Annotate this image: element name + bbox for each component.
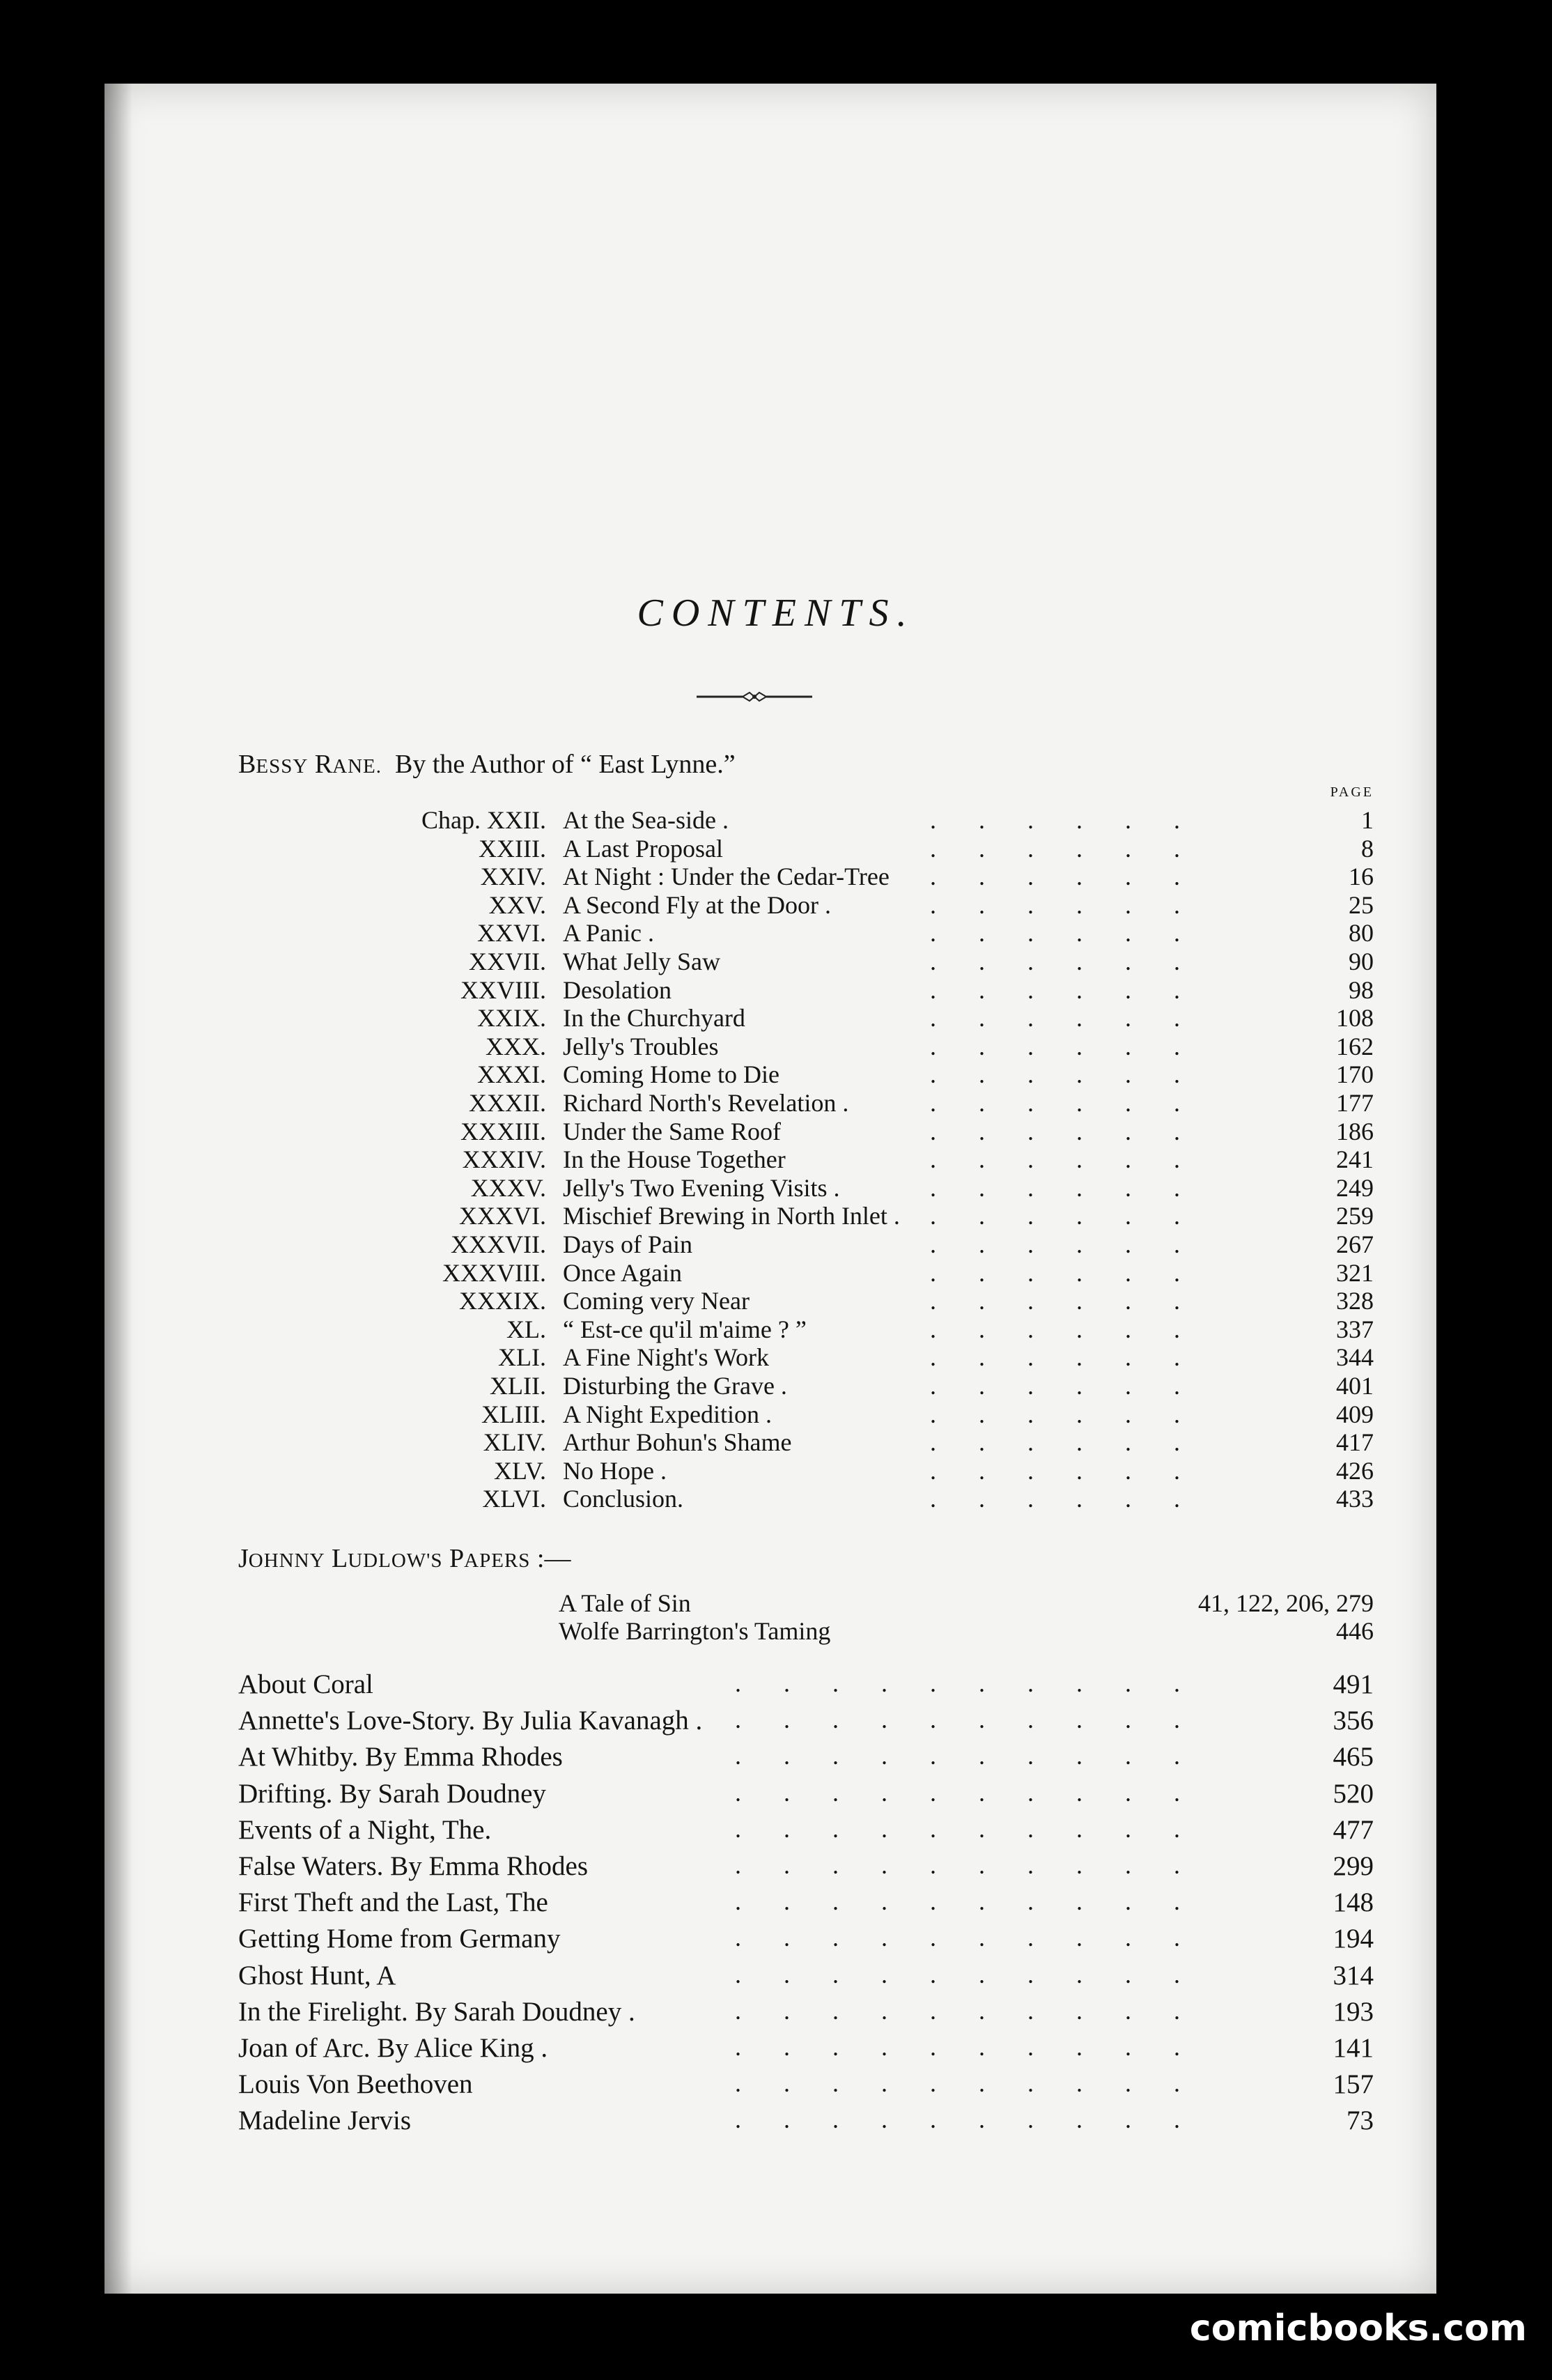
contents-entry-title: First Theft and the Last, The bbox=[238, 1887, 548, 1917]
chapter-title: In the House Together bbox=[563, 1145, 786, 1173]
chapter-title: Coming very Near bbox=[563, 1287, 750, 1315]
dot-leader: . . . . . . bbox=[930, 1174, 1198, 1202]
chapter-page-number: 25 bbox=[1349, 891, 1374, 919]
chapter-number: XXXII. bbox=[469, 1089, 546, 1117]
dot-leader: . . . . . . . . . . bbox=[735, 1742, 1198, 1770]
watermark: comicbooks.com bbox=[1189, 2308, 1527, 2349]
chapter-number: XLIV. bbox=[483, 1428, 546, 1456]
chapter-number: XXXIII. bbox=[460, 1118, 546, 1145]
chapter-page-number: 328 bbox=[1336, 1287, 1374, 1315]
chapter-title: Conclusion. bbox=[563, 1485, 684, 1513]
chapter-number: XXXVIII. bbox=[442, 1259, 546, 1287]
chapter-page-number: 1 bbox=[1361, 806, 1374, 834]
chapter-number: XXIX. bbox=[477, 1004, 546, 1032]
chapter-title: At Night : Under the Cedar-Tree bbox=[563, 863, 890, 890]
chapter-page-number: 259 bbox=[1336, 1202, 1374, 1230]
chapter-number: XXVI. bbox=[477, 919, 546, 947]
dot-leader: . . . . . . bbox=[930, 1485, 1198, 1513]
chapter-title: Jelly's Troubles bbox=[563, 1033, 719, 1060]
contents-entry-title: Ghost Hunt, A bbox=[238, 1961, 396, 1991]
contents-entry-page: 465 bbox=[1333, 1742, 1374, 1772]
dot-leader: . . . . . . bbox=[930, 1089, 1198, 1117]
chapter-title: A Last Proposal bbox=[563, 835, 723, 863]
contents-entry-page: 314 bbox=[1333, 1961, 1374, 1991]
contents-entry-title: Joan of Arc. By Alice King . bbox=[238, 2033, 548, 2063]
chapter-page-number: 90 bbox=[1349, 948, 1374, 975]
chapter-number: XLI. bbox=[498, 1343, 546, 1371]
chapter-number: XXXV. bbox=[470, 1174, 546, 1202]
page-title: CONTENTS. bbox=[637, 592, 915, 635]
ornamental-rule-icon bbox=[697, 690, 812, 704]
chapter-title: Disturbing the Grave . bbox=[563, 1372, 787, 1400]
chapter-page-number: 80 bbox=[1349, 919, 1374, 947]
chapter-number: XXIV. bbox=[480, 863, 546, 890]
dot-leader: . . . . . . . . . . bbox=[735, 1887, 1198, 1915]
chapter-title: A Panic . bbox=[563, 919, 654, 947]
dot-leader: . . . . . . bbox=[930, 1202, 1198, 1230]
chapter-title: Arthur Bohun's Shame bbox=[563, 1428, 792, 1456]
contents-entry-title: Annette's Love-Story. By Julia Kavanagh . bbox=[238, 1706, 703, 1736]
dot-leader: . . . . . . bbox=[930, 835, 1198, 863]
chapter-number: XXXIX. bbox=[459, 1287, 546, 1315]
chapter-page-number: 162 bbox=[1336, 1033, 1374, 1060]
chapter-page-number: 426 bbox=[1336, 1457, 1374, 1485]
contents-entry-title: In the Firelight. By Sarah Doudney . bbox=[238, 1997, 635, 2027]
contents-entry-title: Drifting. By Sarah Doudney bbox=[238, 1779, 546, 1809]
dot-leader: . . . . . . . . . . bbox=[735, 1706, 1198, 1733]
dot-leader: . . . . . . bbox=[930, 1315, 1198, 1343]
dot-leader: . . . . . . bbox=[930, 1259, 1198, 1287]
ludlow-item-title: A Tale of Sin bbox=[559, 1589, 691, 1617]
dot-leader: . . . . . . . . . . bbox=[735, 2069, 1198, 2097]
ludlow-item-page: 41, 122, 206, 279 bbox=[1198, 1589, 1374, 1617]
dot-leader: . . . . . . bbox=[930, 919, 1198, 947]
contents-entry-page: 356 bbox=[1333, 1706, 1374, 1736]
chapter-number: Chap. XXII. bbox=[421, 806, 546, 834]
chapter-title: What Jelly Saw bbox=[563, 948, 720, 975]
dot-leader: . . . . . . bbox=[930, 1428, 1198, 1456]
dot-leader: . . . . . . bbox=[930, 891, 1198, 919]
chapter-title: At the Sea-side . bbox=[563, 806, 729, 834]
dot-leader: . . . . . . bbox=[930, 976, 1198, 1004]
chapter-title: Coming Home to Die bbox=[563, 1060, 779, 1088]
contents-entry-title: Getting Home from Germany bbox=[238, 1924, 561, 1954]
chapter-page-number: 401 bbox=[1336, 1372, 1374, 1400]
dot-leader: . . . . . . . . . . bbox=[735, 1779, 1198, 1807]
chapter-title: Under the Same Roof bbox=[563, 1118, 781, 1145]
contents-entry-page: 193 bbox=[1333, 1997, 1374, 2027]
chapter-title: In the Churchyard bbox=[563, 1004, 745, 1032]
chapter-page-number: 337 bbox=[1336, 1315, 1374, 1343]
chapter-page-number: 433 bbox=[1336, 1485, 1374, 1513]
chapter-number: XXXVI. bbox=[459, 1202, 546, 1230]
chapter-number: XXX. bbox=[486, 1033, 546, 1060]
dot-leader: . . . . . . . . . . bbox=[735, 1669, 1198, 1697]
contents-entry-title: At Whitby. By Emma Rhodes bbox=[238, 1742, 563, 1772]
dot-leader: . . . . . . bbox=[930, 1372, 1198, 1400]
chapter-page-number: 267 bbox=[1336, 1230, 1374, 1258]
chapter-title: A Fine Night's Work bbox=[563, 1343, 769, 1371]
chapter-title: Mischief Brewing in North Inlet . bbox=[563, 1202, 900, 1230]
dot-leader: . . . . . . . . . . bbox=[735, 1851, 1198, 1879]
chapter-title: Jelly's Two Evening Visits . bbox=[563, 1174, 840, 1202]
chapter-title: Once Again bbox=[563, 1259, 682, 1287]
contents-entry-title: False Waters. By Emma Rhodes bbox=[238, 1851, 588, 1881]
dot-leader: . . . . . . bbox=[930, 1343, 1198, 1371]
chapter-page-number: 186 bbox=[1336, 1118, 1374, 1145]
chapter-number: XXXI. bbox=[477, 1060, 546, 1088]
chapter-title: Days of Pain bbox=[563, 1230, 692, 1258]
dot-leader: . . . . . . bbox=[930, 1060, 1198, 1088]
chapter-page-number: 344 bbox=[1336, 1343, 1374, 1371]
chapter-number: XL. bbox=[506, 1315, 546, 1343]
chapter-page-number: 108 bbox=[1336, 1004, 1374, 1032]
chapter-number: XXXVII. bbox=[451, 1230, 546, 1258]
dot-leader: . . . . . . bbox=[930, 948, 1198, 975]
chapter-title: A Night Expedition . bbox=[563, 1400, 772, 1428]
page-column-label: PAGE bbox=[1330, 785, 1374, 800]
chapter-number: XLIII. bbox=[481, 1400, 546, 1428]
chapter-page-number: 321 bbox=[1336, 1259, 1374, 1287]
contents-entry-page: 299 bbox=[1333, 1851, 1374, 1881]
chapter-number: XLVI. bbox=[482, 1485, 546, 1513]
chapter-page-number: 409 bbox=[1336, 1400, 1374, 1428]
johnny-ludlow-heading: JOHNNY LUDLOW'S PAPERS :— bbox=[238, 1544, 571, 1573]
chapter-number: XXXIV. bbox=[462, 1145, 546, 1173]
dot-leader: . . . . . . . . . . bbox=[735, 2105, 1198, 2133]
chapter-title: Desolation bbox=[563, 976, 672, 1004]
dot-leader: . . . . . . bbox=[930, 1400, 1198, 1428]
dot-leader: . . . . . . . . . . bbox=[735, 2033, 1198, 2061]
contents-entry-title: About Coral bbox=[238, 1669, 373, 1699]
contents-entry-title: Louis Von Beethoven bbox=[238, 2069, 473, 2099]
ludlow-item-title: Wolfe Barrington's Taming bbox=[559, 1617, 831, 1645]
chapter-number: XXV. bbox=[488, 891, 546, 919]
contents-entry-title: Madeline Jervis bbox=[238, 2105, 412, 2135]
dot-leader: . . . . . . bbox=[930, 1118, 1198, 1145]
contents-entry-page: 73 bbox=[1347, 2105, 1374, 2135]
bessy-rane-heading: BESSY RANE. By the Author of “ East Lynne.” bbox=[238, 750, 736, 779]
dot-leader: . . . . . . . . . . bbox=[735, 1924, 1198, 1952]
dot-leader: . . . . . . bbox=[930, 863, 1198, 890]
contents-entry-page: 148 bbox=[1333, 1887, 1374, 1917]
ludlow-item-page: 446 bbox=[1336, 1617, 1374, 1645]
chapter-page-number: 241 bbox=[1336, 1145, 1374, 1173]
contents-entry-page: 194 bbox=[1333, 1924, 1374, 1954]
chapter-title: Richard North's Revelation . bbox=[563, 1089, 849, 1117]
dot-leader: . . . . . . bbox=[930, 1033, 1198, 1060]
page-gutter-shadow bbox=[104, 84, 132, 2294]
chapter-page-number: 177 bbox=[1336, 1089, 1374, 1117]
dot-leader: . . . . . . . . . . bbox=[735, 1815, 1198, 1843]
chapter-page-number: 98 bbox=[1349, 976, 1374, 1004]
chapter-number: XLV. bbox=[493, 1457, 546, 1485]
chapter-page-number: 417 bbox=[1336, 1428, 1374, 1456]
chapter-page-number: 8 bbox=[1361, 835, 1374, 863]
dot-leader: . . . . . . bbox=[930, 1287, 1198, 1315]
contents-entry-page: 477 bbox=[1333, 1815, 1374, 1845]
dot-leader: . . . . . . bbox=[930, 1004, 1198, 1032]
contents-entry-title: Events of a Night, The. bbox=[238, 1815, 492, 1845]
contents-entry-page: 491 bbox=[1333, 1669, 1374, 1699]
chapter-number: XXVII. bbox=[469, 948, 546, 975]
chapter-title: A Second Fly at the Door . bbox=[563, 891, 831, 919]
bessy-rane-byline: By the Author of “ East Lynne.” bbox=[395, 750, 736, 779]
chapter-page-number: 170 bbox=[1336, 1060, 1374, 1088]
chapter-number: XXVIII. bbox=[460, 976, 546, 1004]
chapter-page-number: 249 bbox=[1336, 1174, 1374, 1202]
dot-leader: . . . . . . bbox=[930, 1145, 1198, 1173]
chapter-number: XLII. bbox=[490, 1372, 546, 1400]
contents-entry-page: 141 bbox=[1333, 2033, 1374, 2063]
dot-leader: . . . . . . . . . . bbox=[735, 1997, 1198, 2025]
contents-entry-page: 157 bbox=[1333, 2069, 1374, 2099]
chapter-title: “ Est-ce qu'il m'aime ? ” bbox=[563, 1315, 807, 1343]
chapter-number: XXIII. bbox=[479, 835, 546, 863]
dot-leader: . . . . . . . . . . bbox=[735, 1961, 1198, 1988]
contents-entry-page: 520 bbox=[1333, 1779, 1374, 1809]
dot-leader: . . . . . . bbox=[930, 1230, 1198, 1258]
chapter-page-number: 16 bbox=[1349, 863, 1374, 890]
chapter-title: No Hope . bbox=[563, 1457, 667, 1485]
dot-leader: . . . . . . bbox=[930, 806, 1198, 834]
dot-leader: . . . . . . bbox=[930, 1457, 1198, 1485]
